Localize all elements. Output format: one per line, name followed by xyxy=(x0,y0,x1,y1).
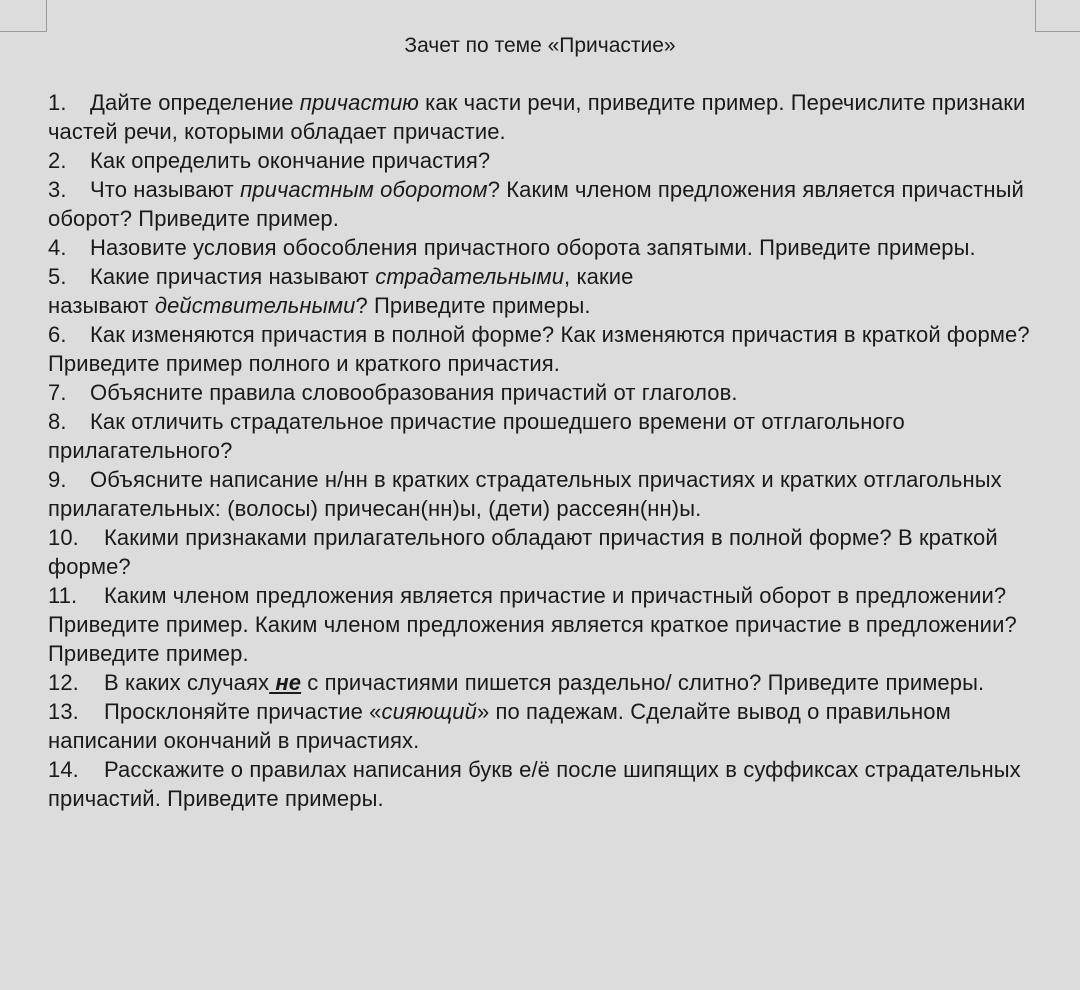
item-number: 6. xyxy=(48,322,67,347)
list-item xyxy=(48,668,1048,697)
item-text: , какие xyxy=(564,264,634,289)
item-number: 5. xyxy=(48,264,67,289)
list-item xyxy=(48,262,1048,320)
list-item xyxy=(48,320,1048,378)
page-corner-mark-right xyxy=(1035,0,1080,32)
item-text: ? Каким членом предложения является причастный оборот? Приведите пример. xyxy=(48,177,1024,231)
item-text: В каких случаях xyxy=(104,670,270,695)
item-number: 13. xyxy=(48,699,79,724)
item-number: 8. xyxy=(48,409,67,434)
list-item xyxy=(48,465,1048,523)
item-text: Какими признаками прилагательного обладают причастия в полной форме? В краткой форме? xyxy=(48,525,998,579)
item-term: причастию xyxy=(299,90,419,115)
item-number: 9. xyxy=(48,467,67,492)
item-number: 7. xyxy=(48,380,67,405)
list-item xyxy=(48,175,1048,233)
list-item xyxy=(48,697,1048,755)
item-text: Как изменяются причастия в полной форме? Как изменяются причастия в краткой форме? Приведите пример полного и краткого причастия. xyxy=(48,322,1030,376)
item-text: Объясните написание н/нн в кратких страдательных причастиях и кратких отглагольных прилагательных: (волосы) причесан(нн)ы, (дети) рассеян(нн)ы. xyxy=(48,467,1002,521)
item-text: Как отличить страдательное причастие прошедшего времени от отглагольного прилагательного? xyxy=(48,409,905,463)
item-text: Что называют xyxy=(90,177,241,202)
item-number: 3. xyxy=(48,177,67,202)
list-item xyxy=(48,88,1048,146)
item-text: Каким членом предложения является причастие и причастный оборот в предложении? Приведите пример. Каким членом предложения является краткое причастие в предложении? Приведите пример. xyxy=(48,583,1017,666)
item-text: ? Приведите примеры. xyxy=(355,293,591,318)
list-item xyxy=(48,233,1048,262)
list-item xyxy=(48,407,1048,465)
item-text: Как определить окончание причастия? xyxy=(90,148,491,173)
item-text: Расскажите о правилах написания букв е/ё после шипящих в суффиксах страдательных причастий. Приведите примеры. xyxy=(48,757,1021,811)
item-number: 4. xyxy=(48,235,67,260)
item-text: » по падежам. Сделайте вывод о правильном написании окончаний в причастиях. xyxy=(48,699,951,753)
item-text: Объясните правила словообразования причастий от глаголов. xyxy=(90,380,738,405)
document-title: Зачет по теме «Причастие» xyxy=(404,34,676,57)
item-number: 12. xyxy=(48,670,79,695)
question-list xyxy=(48,88,1048,813)
list-item xyxy=(48,755,1048,813)
item-term: сияющий xyxy=(381,699,477,724)
item-number: 1. xyxy=(48,90,67,115)
item-number: 10. xyxy=(48,525,79,550)
item-text: как части речи, приведите пример. Перечислите признаки частей речи, которыми обладает причастие. xyxy=(48,90,1026,144)
item-number: 2. xyxy=(48,148,67,173)
item-text: с причастиями пишется раздельно/ слитно? Приведите примеры. xyxy=(301,670,985,695)
item-number: 11. xyxy=(48,583,78,608)
list-item xyxy=(48,581,1048,668)
item-text: называют xyxy=(48,293,155,318)
list-item xyxy=(48,146,1048,175)
item-term: причастным оборотом xyxy=(240,177,488,202)
item-term: действительными xyxy=(154,293,356,318)
item-text: Назовите условия обособления причастного оборота запятыми. Приведите примеры. xyxy=(90,235,976,260)
item-term-ne: не xyxy=(269,670,302,695)
page-corner-mark-left xyxy=(0,0,47,32)
item-number: 14. xyxy=(48,757,79,782)
list-item xyxy=(48,523,1048,581)
item-text: Какие причастия называют xyxy=(90,264,376,289)
list-item xyxy=(48,378,1048,407)
item-term: страдательными xyxy=(375,264,565,289)
item-text: Просклоняйте причастие « xyxy=(104,699,382,724)
item-text: Дайте определение xyxy=(90,90,300,115)
